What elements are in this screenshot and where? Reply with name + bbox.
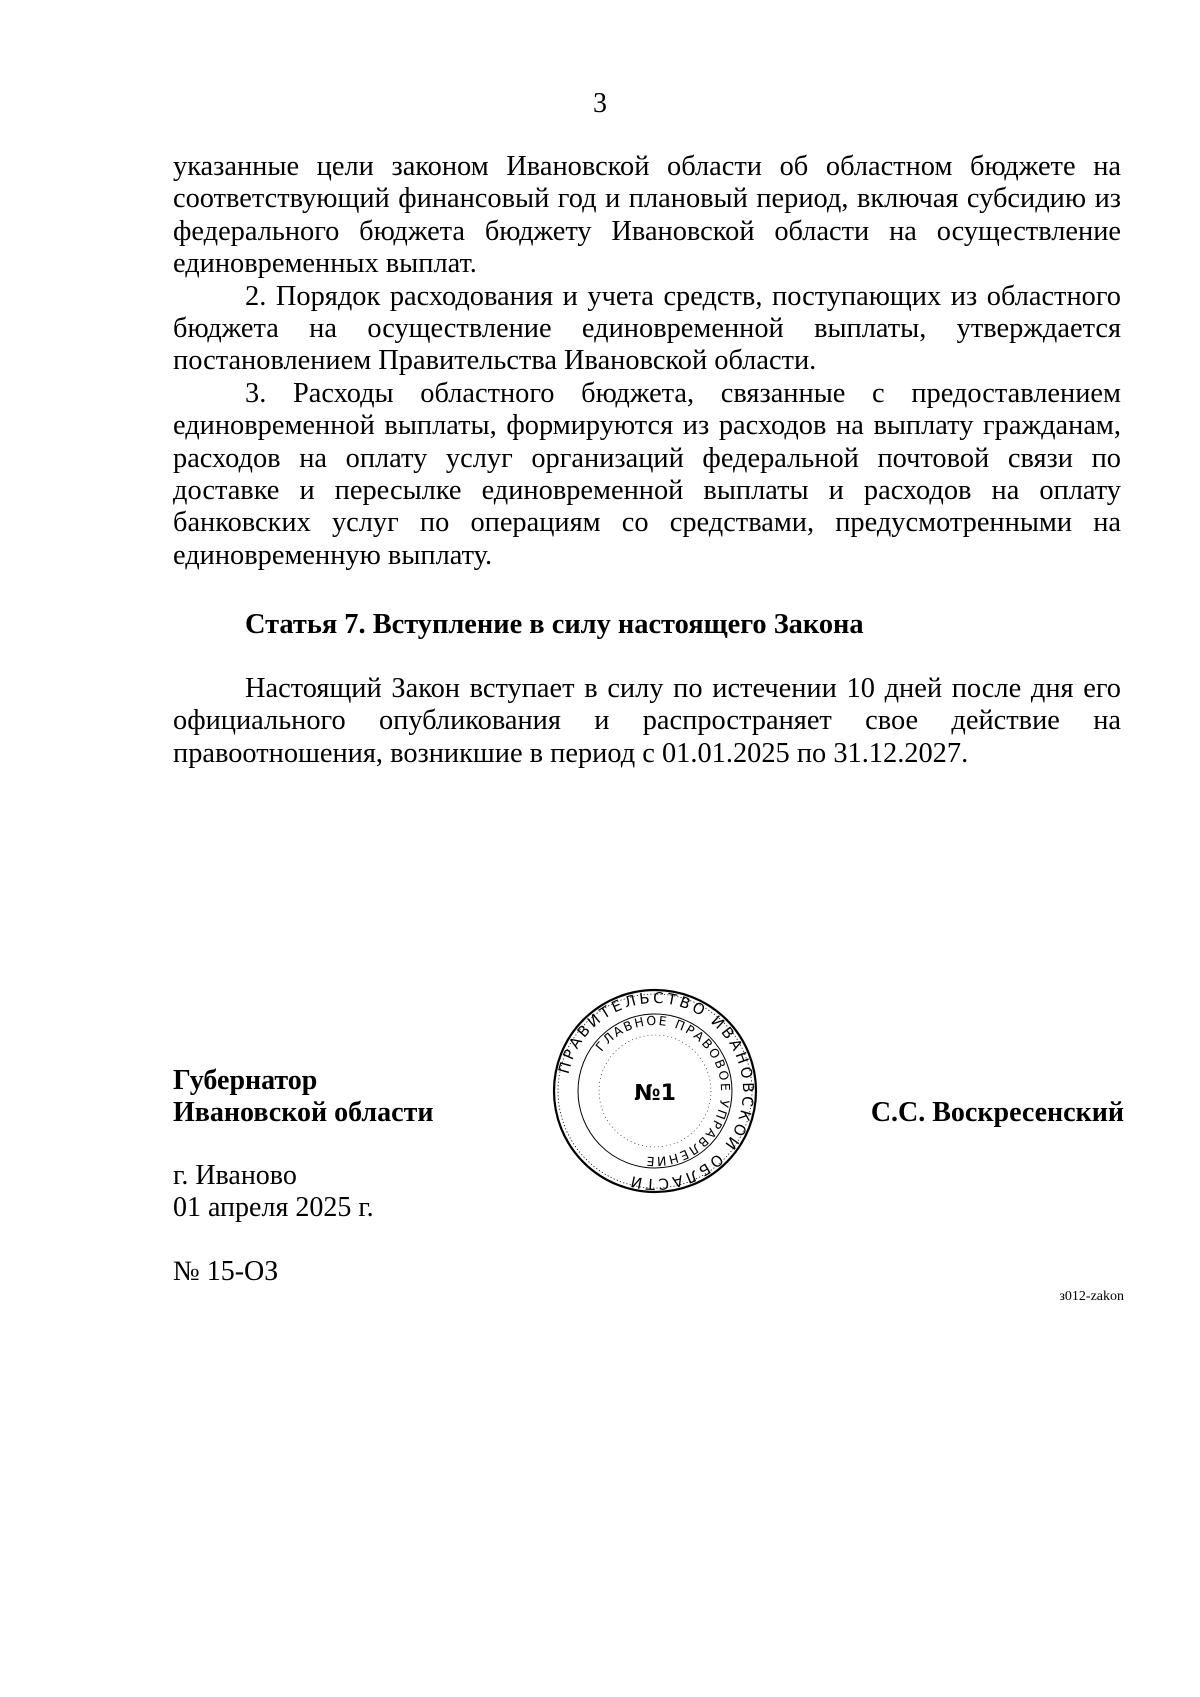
official-seal-icon — [550, 986, 760, 1196]
page-number: 3 — [593, 88, 607, 119]
seal-number: №1 — [634, 1081, 676, 1106]
place: г. Иваново — [173, 1160, 297, 1191]
signatory-title-line-1: Губернатор — [173, 1065, 318, 1096]
paragraph-1: указанные цели законом Ивановской области об областном бюджете на соответствующий финансовый год и плановый период, включая субсидию из федерального бюджета бюджету Ивановской области на осуществление единовременных выплат. — [173, 151, 1121, 280]
signatory-name: С.С. Воскресенский — [870, 1097, 1124, 1128]
law-number: № 15-ОЗ — [173, 1256, 279, 1287]
document-code: з012-zakon — [1059, 1289, 1124, 1304]
article-6-continuation — [173, 151, 1121, 572]
seal-graphic — [550, 986, 760, 1196]
paragraph-3: 3. Расходы областного бюджета, связанные с предоставлением единовременной выплаты, формируются из расходов на выплату гражданам, расходов на оплату услуг организаций федеральной почтовой связи по доставке и пересылке единовременной выплаты и расходов на оплату банковских услуг по операциям со средствами, предусмотренными на единовременную выплату. — [173, 377, 1121, 571]
paragraph-2: 2. Порядок расходования и учета средств, поступающих из областного бюджета на осуществление единовременной выплаты, утверждается постановлением Правительства Ивановской области. — [173, 280, 1121, 377]
article-7-heading: Статья 7. Вступление в силу настоящего Закона — [245, 609, 864, 640]
place-and-date — [173, 1160, 374, 1224]
article-7-body — [173, 673, 1121, 770]
signatory-title-line-2: Ивановской области — [173, 1097, 434, 1128]
signatory-title — [173, 1065, 433, 1129]
article-7-text: Настоящий Закон вступает в силу по истечении 10 дней после дня его официального опубликования и распространяет свое действие на правоотношения, возникшие в период с 01.01.2025 по 31.12.2027. — [173, 673, 1121, 769]
seal-outer-text: ПРАВИТЕЛЬСТВО ИВАНОВСКОЙ ОБЛАСТИ — [554, 988, 758, 1194]
seal-inner-text: ГЛАВНОЕ ПРАВОВОЕ УПРАВЛЕНИЕ — [592, 1012, 734, 1170]
date: 01 апреля 2025 г. — [173, 1192, 374, 1223]
